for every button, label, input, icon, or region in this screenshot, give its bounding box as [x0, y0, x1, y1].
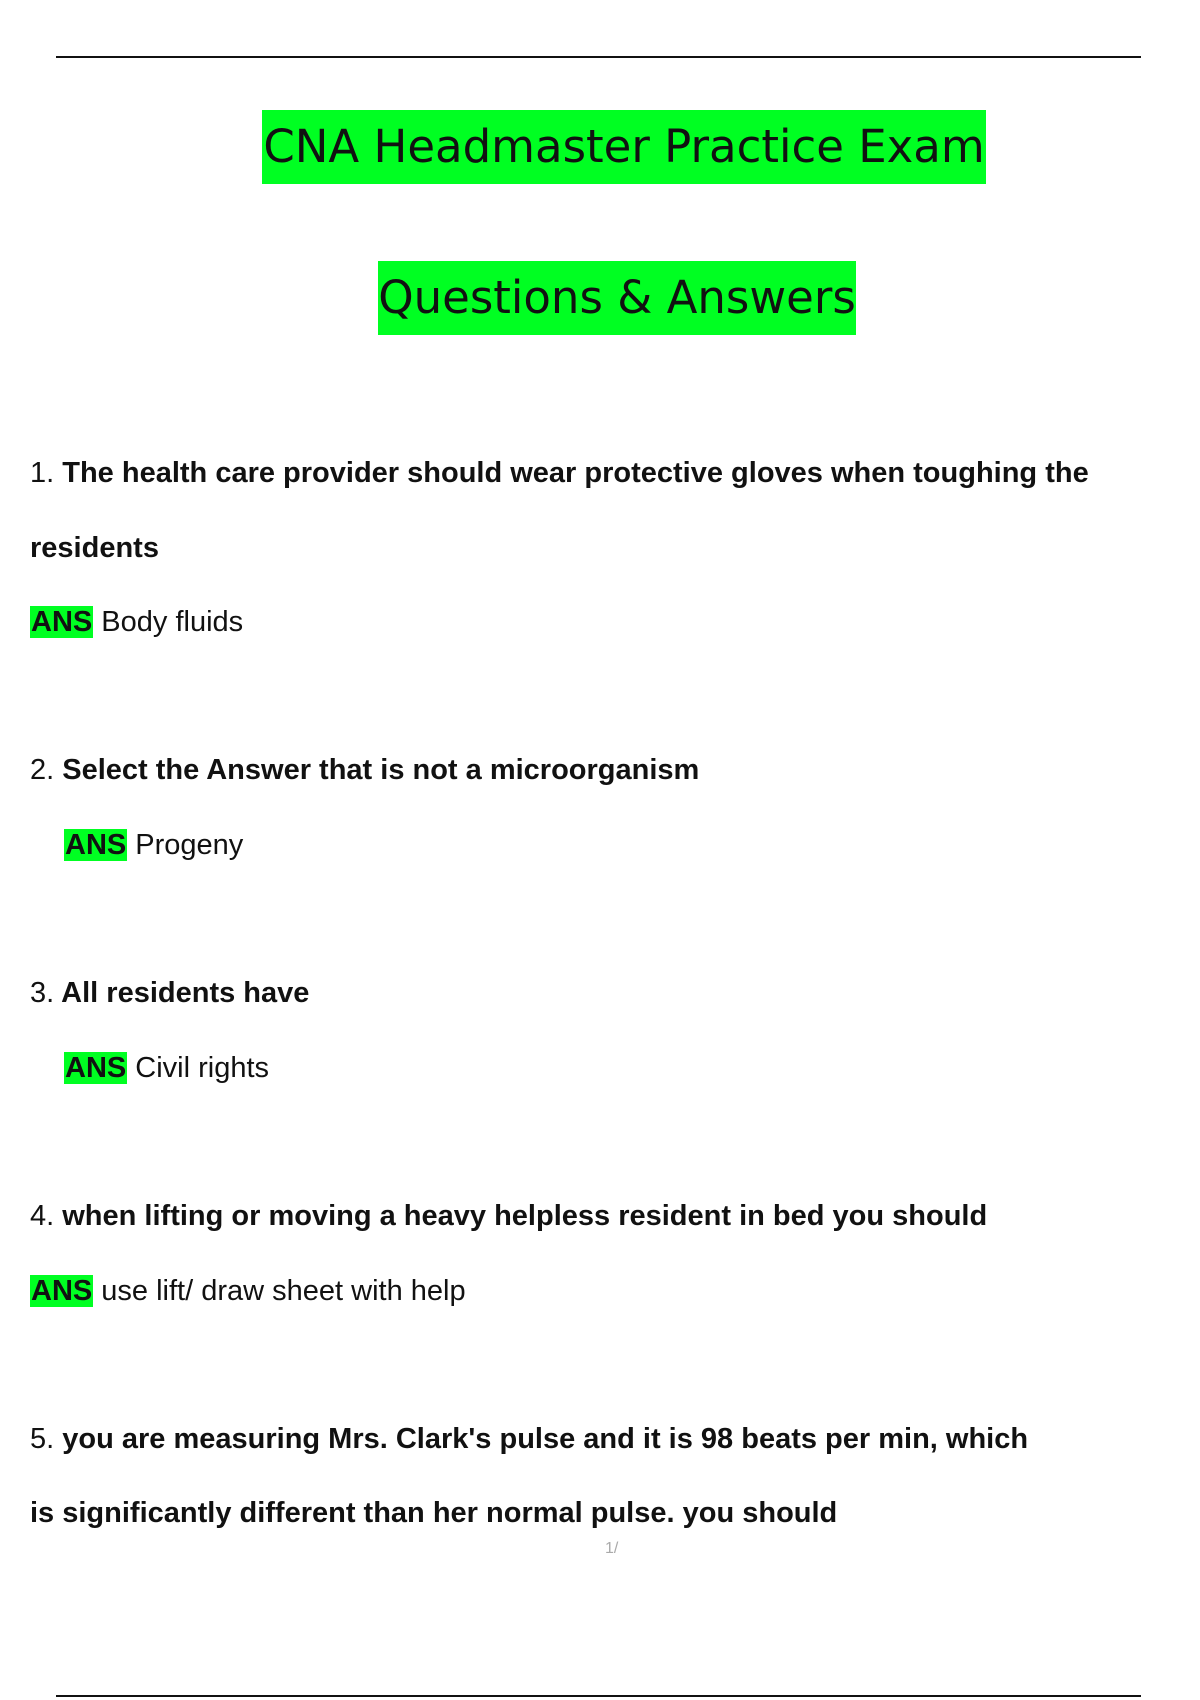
question-5-cont: is significantly different than her normal pulse. you should [30, 1497, 838, 1529]
question-3 [30, 976, 309, 1010]
question-text: you are measuring Mrs. Clark's pulse and it is 98 beats per min, which [62, 1423, 1029, 1455]
answer-1 [30, 605, 243, 639]
ans-label: ANS [31, 606, 93, 638]
answer-text: use lift/ draw sheet with help [101, 1275, 466, 1307]
top-rule [56, 56, 1141, 58]
answer-text: Civil rights [135, 1052, 270, 1084]
title-line-1: CNA Headmaster Practice Exam [262, 110, 986, 184]
answer-2 [64, 828, 243, 862]
question-number: 1. [30, 457, 55, 489]
question-2 [30, 753, 699, 787]
bottom-rule [56, 1695, 1141, 1697]
ans-label: ANS [65, 829, 127, 861]
question-1 [30, 456, 1089, 490]
page-mark: 1/ [605, 1540, 619, 1557]
question-1-cont: residents [30, 532, 159, 564]
question-5 [30, 1422, 1028, 1456]
answer-3 [64, 1051, 269, 1085]
ans-label: ANS [31, 1275, 93, 1307]
question-number: 4. [30, 1200, 55, 1232]
ans-label: ANS [65, 1052, 127, 1084]
question-text: All residents have [61, 977, 310, 1009]
question-4 [30, 1199, 987, 1233]
question-text: The health care provider should wear protective gloves when toughing the [62, 457, 1089, 489]
answer-text: Progeny [135, 829, 244, 861]
question-text: Select the Answer that is not a microorganism [62, 754, 700, 786]
title-line-2: Questions & Answers [378, 261, 856, 335]
question-number: 2. [30, 754, 55, 786]
question-text: when lifting or moving a heavy helpless resident in bed you should [62, 1200, 988, 1232]
question-number: 5. [30, 1423, 55, 1455]
question-number: 3. [30, 977, 55, 1009]
answer-4 [30, 1274, 466, 1308]
answer-text: Body fluids [101, 606, 244, 638]
